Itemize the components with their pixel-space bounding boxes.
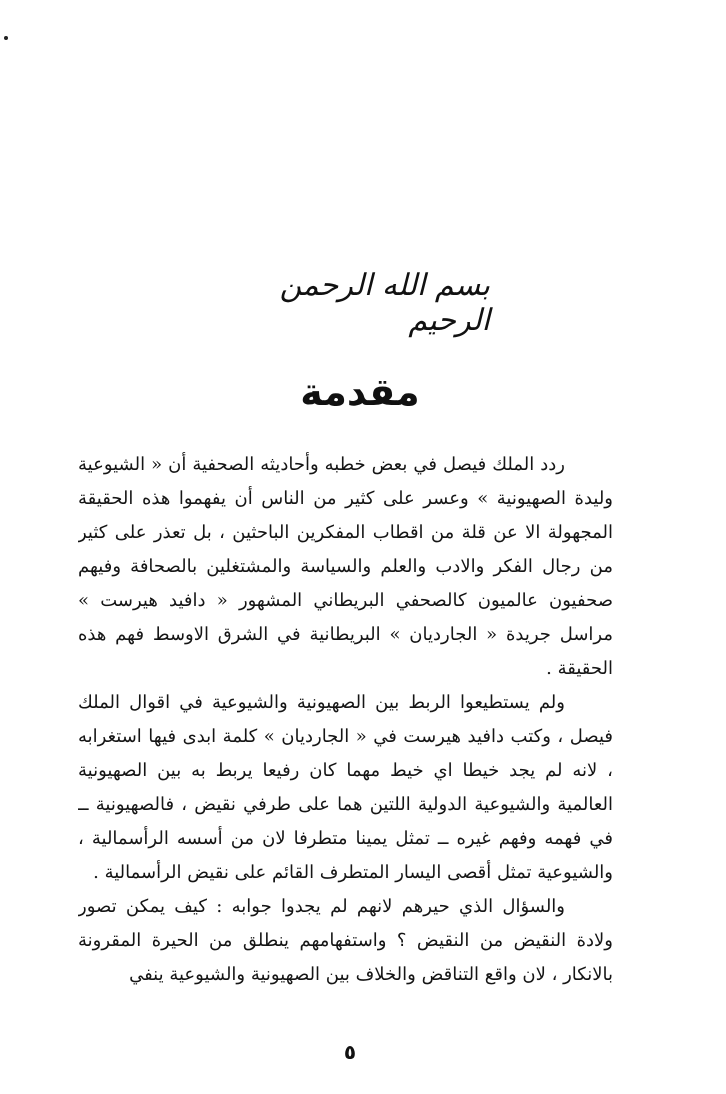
basmala-calligraphy: بسم الله الرحمن الرحيم xyxy=(279,268,490,338)
paragraph-2: ولم يستطيعوا الربط بين الصهيونية والشيوعية في اقوال الملك فيصل ، وكتب دافيد هيرست في « الجارديان » كلمة ابدى فيها استغرابه ، لانه لم يجد خيطا اي خيط مهما كان رفيعا يربط به بين الصهيونية العالمية والشيوعية الدولية اللتين هما على طرفي نقيض ، فالصهيونية ــ في فهمه وفهم غيره ــ تمثل يمينا متطرفا لان من أسسه الرأسمالية ، والشيوعية تمثل أقصى اليسار المتطرف القائم على نقيض الرأسمالية . xyxy=(78,692,613,883)
page-number: ٥ xyxy=(343,1040,357,1064)
page-heading: مقدمة xyxy=(300,370,420,414)
paragraph-3: والسؤال الذي حيرهم لانهم لم يجدوا جوابه : كيف يمكن تصور ولادة النقيض من النقيض ؟ واستفهامهم ينطلق من الحيرة المقرونة بالانكار ، لان واقع التناقض والخلاف بين الصهيونية والشيوعية ينفي xyxy=(78,896,613,985)
scan-speck xyxy=(4,36,8,40)
body-text xyxy=(78,448,613,1008)
paragraph-1: ردد الملك فيصل في بعض خطبه وأحاديثه الصحفية أن « الشيوعية وليدة الصهيونية » وعسر على كثير من الناس أن يفهموا هذه الحقيقة المجهولة الا عن قلة من اقطاب المفكرين الباحثين ، بل تعذر على كثير من رجال الفكر والادب والعلم والسياسة والمشتغلين بالصحافة وفيهم صحفيون عالميون كالصحفي البريطاني المشهور « دافيد هيرست » مراسل جريدة « الجارديان » البريطانية في الشرق الاوسط فهم هذه الحقيقة . xyxy=(78,454,613,679)
